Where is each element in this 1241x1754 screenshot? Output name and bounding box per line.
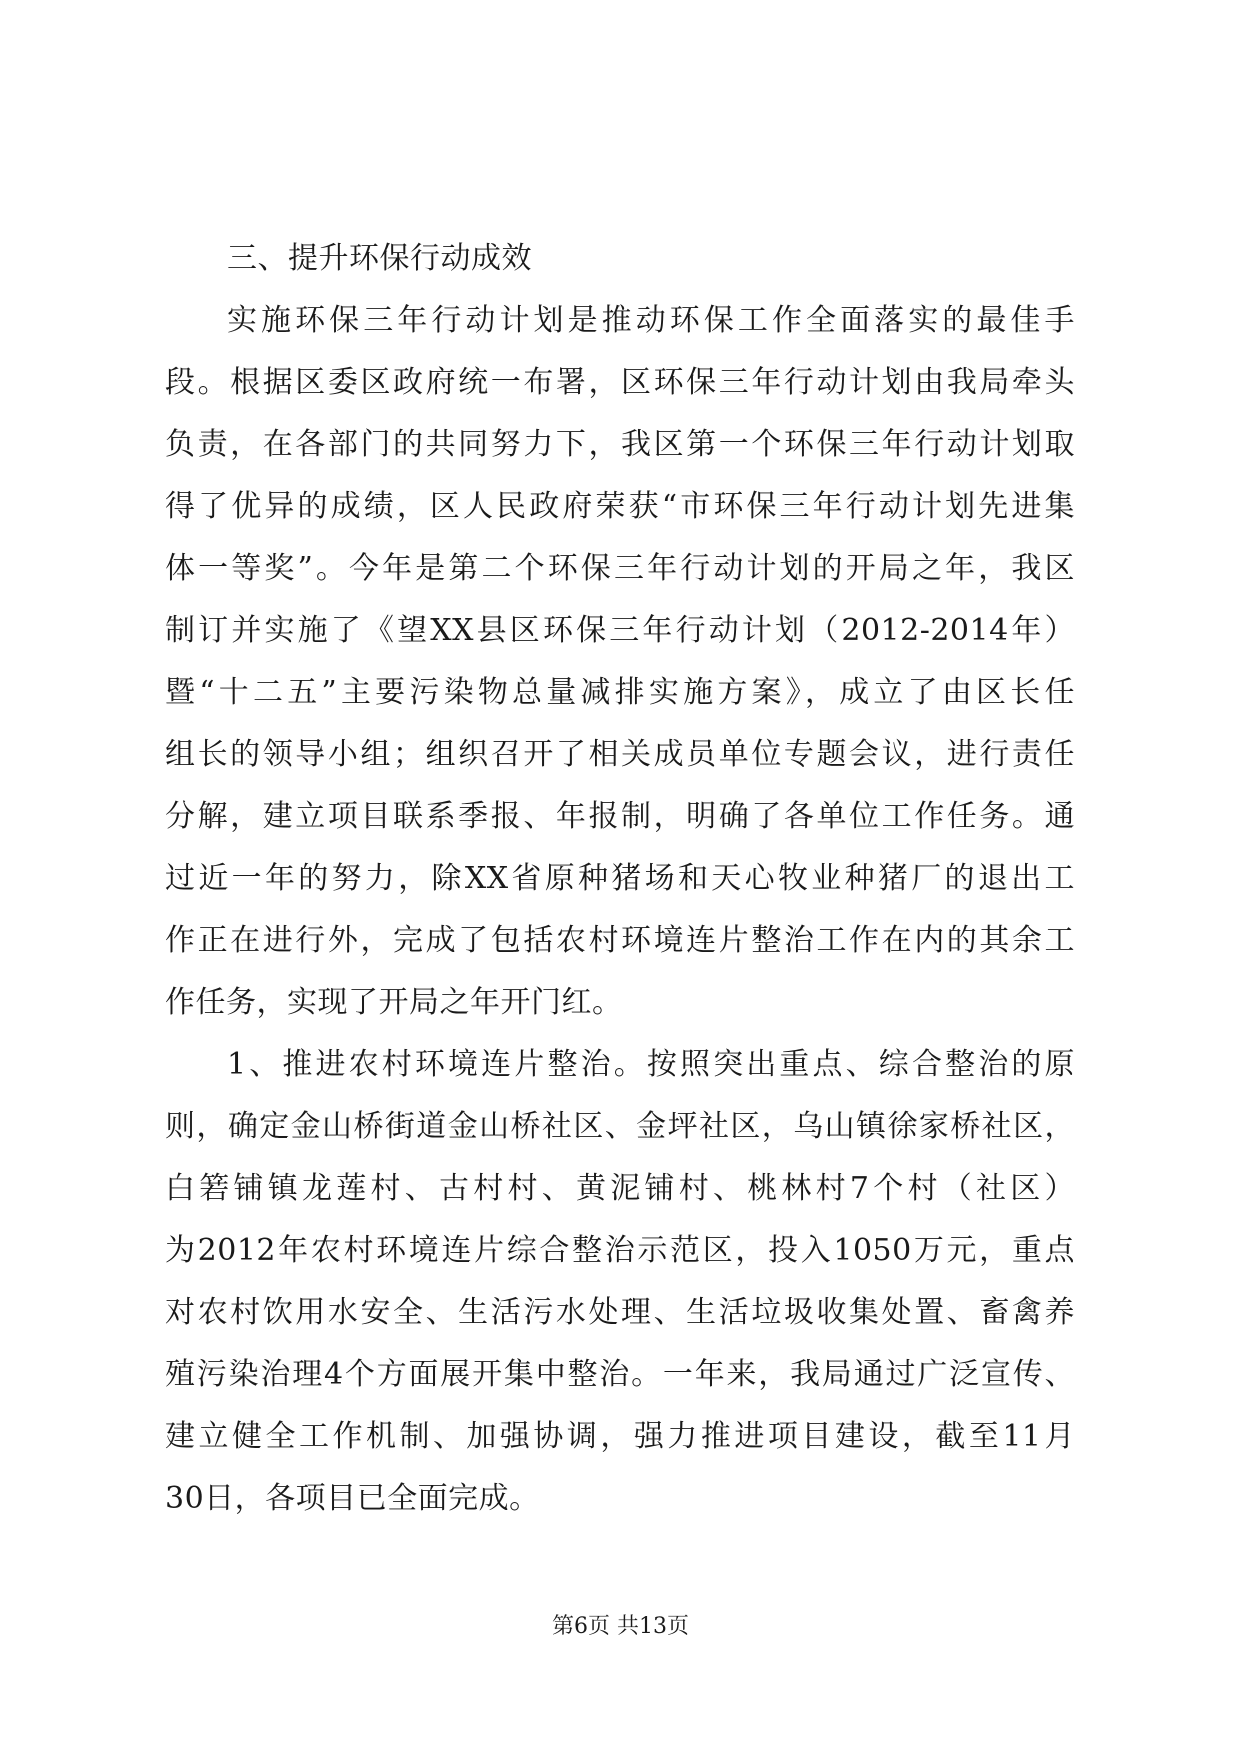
paragraph-1-line: 分解，建立项目联系季报、年报制，明确了各单位工作任务。通 (165, 799, 1075, 834)
document-body (165, 228, 1075, 1530)
paragraph-1-line: 作任务，实现了开局之年开门红。 (165, 985, 623, 1020)
paragraph-2-line: 建立健全工作机制、加强协调，强力推进项目建设，截至11月 (165, 1419, 1075, 1454)
page-number-footer: 第6页 共13页 (552, 1614, 689, 1639)
paragraph-1-line: 过近一年的努力，除XX省原种猪场和天心牧业种猪厂的退出工 (165, 861, 1075, 896)
paragraph-1-line: 作正在进行外，完成了包括农村环境连片整治工作在内的其余工 (165, 923, 1075, 958)
paragraph-1-line: 暨“十二五”主要污染物总量减排实施方案》，成立了由区长任 (165, 675, 1075, 710)
paragraph-2-line: 白箬铺镇龙莲村、古村村、黄泥铺村、桃林村7个村（社区） (165, 1171, 1075, 1206)
paragraph-1-line: 实施环保三年行动计划是推动环保工作全面落实的最佳手 (227, 303, 1075, 338)
paragraph-1-line: 制订并实施了《望XX县区环保三年行动计划（2012-2014年） (165, 613, 1075, 648)
paragraph-2-line: 则，确定金山桥街道金山桥社区、金坪社区，乌山镇徐家桥社区， (165, 1109, 1075, 1144)
paragraph-2-line: 殖污染治理4个方面展开集中整治。一年来，我局通过广泛宣传、 (165, 1357, 1075, 1392)
section-heading: 三、提升环保行动成效 (227, 241, 532, 276)
paragraph-1-line: 负责，在各部门的共同努力下，我区第一个环保三年行动计划取 (165, 427, 1075, 462)
paragraph-1-line: 得了优异的成绩，区人民政府荣获“市环保三年行动计划先进集 (165, 489, 1075, 524)
paragraph-2-line: 1、推进农村环境连片整治。按照突出重点、综合整治的原 (227, 1047, 1075, 1082)
paragraph-2-line: 30日，各项目已全面完成。 (165, 1481, 540, 1516)
paragraph-2-line: 为2012年农村环境连片综合整治示范区，投入1050万元，重点 (165, 1233, 1075, 1268)
paragraph-1-line: 段。根据区委区政府统一布署，区环保三年行动计划由我局牵头 (165, 365, 1075, 400)
paragraph-1-line: 体一等奖”。今年是第二个环保三年行动计划的开局之年，我区 (165, 551, 1075, 586)
paragraph-2-line: 对农村饮用水安全、生活污水处理、生活垃圾收集处置、畜禽养 (165, 1295, 1075, 1330)
paragraph-1-line: 组长的领导小组；组织召开了相关成员单位专题会议，进行责任 (165, 737, 1075, 772)
